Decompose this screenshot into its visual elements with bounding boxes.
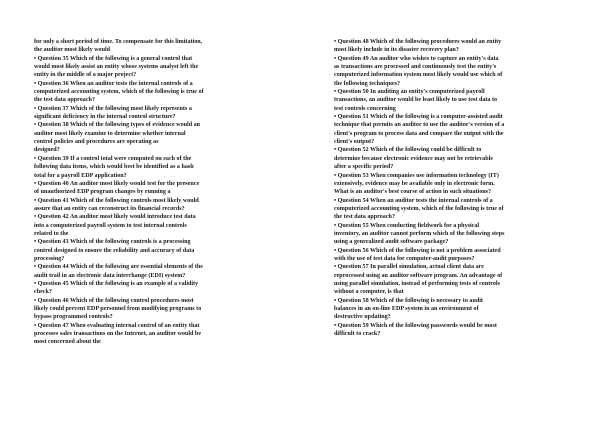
text-line: inventory, an auditor cannot perform which of the following steps — [334, 230, 505, 237]
question-item — [334, 297, 590, 322]
text-line: reprocessed using an auditor software program. An advantage of — [334, 272, 503, 279]
text-line: client's program to process data and compare the output with the — [334, 130, 504, 137]
text-line: processing? — [34, 255, 65, 262]
text-line: What is an auditor's best course of action in such situations? — [334, 189, 492, 196]
text-line: transactions, an auditor would be least likely to use test data to — [334, 97, 498, 104]
question-item — [34, 105, 292, 122]
text-line: the test data approach? — [334, 214, 395, 221]
text-line: using parallel simulation, instead of performing tests of controls — [334, 280, 500, 287]
question-item — [34, 238, 292, 263]
text-line: • Question 54 When an auditor tests the internal controls of a — [334, 197, 493, 204]
text-line: • Question 39 If a control total were computed on each of the — [34, 155, 192, 162]
question-item — [34, 197, 292, 214]
text-line: client's output? — [334, 139, 375, 146]
question-item — [34, 55, 292, 80]
text-line: • Question 46 Which of the following control procedures most — [34, 297, 194, 304]
text-line: • Question 42 An auditor most likely would introduce test data — [34, 214, 196, 221]
text-line: control policies and procedures are operating as — [34, 139, 159, 146]
text-line: • Question 37 Which of the following most likely represents a — [34, 105, 192, 112]
text-line: as transactions are processed and continuously test the entity's — [334, 64, 497, 71]
text-line: • Question 45 Which of the following is an example of a validity — [34, 280, 199, 287]
text-line: balances in an on-line EDP system in an environment of — [334, 306, 479, 312]
text-line: significant deficiency in the internal control structure? — [34, 114, 176, 121]
text-line: • Question 49 An auditor who wishes to capture an entity's data — [334, 55, 499, 62]
text-line: bypass programmed controls? — [34, 314, 113, 321]
text-line: related to the — [34, 230, 69, 237]
text-line: assure that an entity can reconstruct its financial records? — [34, 205, 185, 212]
text-line: likely could prevent EDP personnel from modifying programs to — [34, 306, 202, 312]
text-line: technique that permits an auditor to use the auditor's version of a — [334, 122, 505, 129]
text-line: destructive updating? — [334, 314, 391, 321]
text-line: total for a payroll EDP application? — [34, 172, 127, 179]
question-item — [334, 247, 590, 264]
text-line: • Question 55 When conducting fieldwork for a physical — [334, 222, 480, 229]
text-line: processes sales transactions on the Internet, an auditor would be — [34, 331, 202, 338]
text-line: test controls concerning — [334, 105, 396, 112]
question-item — [34, 180, 292, 197]
question-item — [34, 322, 292, 347]
text-line: the test data approach? — [34, 97, 95, 104]
text-line: • Question 38 Which of the following types of evidence would an — [34, 122, 201, 129]
text-line: • Question 47 When evaluating internal control of an entity that — [34, 322, 200, 329]
text-line: computerized information system most likely would use which of — [334, 72, 503, 79]
question-item — [334, 38, 590, 55]
text-line: using a generalized audit software package? — [334, 239, 449, 246]
continued-text — [34, 38, 292, 55]
text-line: for only a short period of time. To compensate for this limitation, — [34, 39, 203, 45]
text-line: difficult to crack? — [334, 331, 381, 338]
question-item — [34, 280, 292, 297]
text-line: most likely include in its disaster recovery plan? — [334, 47, 459, 54]
question-item — [34, 213, 292, 238]
text-line: into a computerized payroll system to test internal controls — [34, 222, 187, 229]
text-line: • Question 58 Which of the following is necessary to audit — [334, 297, 483, 304]
text-line: • Question 59 Which of the following passwords would be most — [334, 322, 497, 329]
question-item — [34, 121, 292, 154]
question-item — [334, 222, 590, 247]
question-item — [334, 146, 590, 171]
text-line: • Question 52 Which of the following could be difficult to — [334, 147, 482, 154]
text-line: would most likely assist an entity whose systems analyst left the — [34, 64, 199, 71]
question-item — [334, 197, 590, 222]
text-line: • Question 50 In auditing an entity's computerized payroll — [334, 89, 485, 96]
question-item — [334, 113, 590, 146]
text-line: • Question 56 Which of the following is not a problem associated — [334, 247, 501, 254]
text-line: entity in the middle of a major project? — [34, 72, 137, 79]
question-item — [334, 88, 590, 113]
question-item — [34, 297, 292, 322]
question-item — [334, 263, 590, 296]
text-line: computerized accounting system, which of the following is true of — [34, 89, 204, 96]
text-line: • Question 53 When companies use information technology (IT) — [334, 172, 499, 179]
question-item — [334, 172, 590, 197]
text-line: with the use of test data for computer-audit purposes? — [334, 255, 475, 262]
text-line: audit trail in an electronic data interchange (EDI) system? — [34, 272, 186, 279]
text-line: following data items, which would best be identified as a hash — [34, 164, 194, 171]
text-line: designed? — [34, 147, 60, 154]
text-line: extensively, evidence may be available only in electronic form. — [334, 180, 495, 187]
text-line: computerized accounting system, which of the following is true of — [334, 205, 504, 212]
text-line: • Question 51 Which of the following is a computer-assisted audit — [334, 114, 503, 121]
text-line: • Question 35 Which of the following is a general control that — [34, 55, 193, 62]
text-line: most concerned about the — [34, 339, 101, 346]
text-line: after a specific period? — [334, 164, 394, 171]
question-item — [34, 80, 292, 105]
text-line: the following techniques? — [334, 80, 401, 87]
question-item — [334, 55, 590, 88]
text-line: • Question 41 Which of the following controls most likely would — [34, 197, 199, 204]
text-line: check? — [34, 289, 52, 296]
text-line: control designed to ensure the reliability and accuracy of data — [34, 247, 195, 254]
text-line: • Question 36 When an auditor tests the internal controls of a — [34, 80, 193, 87]
text-line: • Question 44 Which of the following are essential elements of the — [34, 264, 203, 271]
text-line: the auditor most likely would — [34, 47, 111, 54]
left-column — [34, 38, 292, 347]
question-item — [34, 263, 292, 280]
right-column — [334, 38, 590, 338]
text-line: • Question 43 Which of the following controls is a processing — [34, 239, 191, 246]
text-line: determine because electronic evidence may not be retrievable — [334, 155, 494, 162]
text-line: • Question 40 An auditor most likely would test for the presence — [34, 180, 200, 187]
text-line: • Question 57 In parallel simulation, actual client data are — [334, 264, 484, 271]
question-item — [334, 322, 590, 339]
text-line: auditor most likely examine to determine whether internal — [34, 130, 186, 137]
question-item — [34, 155, 292, 180]
text-line: without a computer, is that — [334, 289, 404, 296]
text-line: of unauthorized EDP program changes by running a — [34, 189, 171, 196]
text-line: • Question 48 Which of the following procedures would an entity — [334, 39, 502, 45]
